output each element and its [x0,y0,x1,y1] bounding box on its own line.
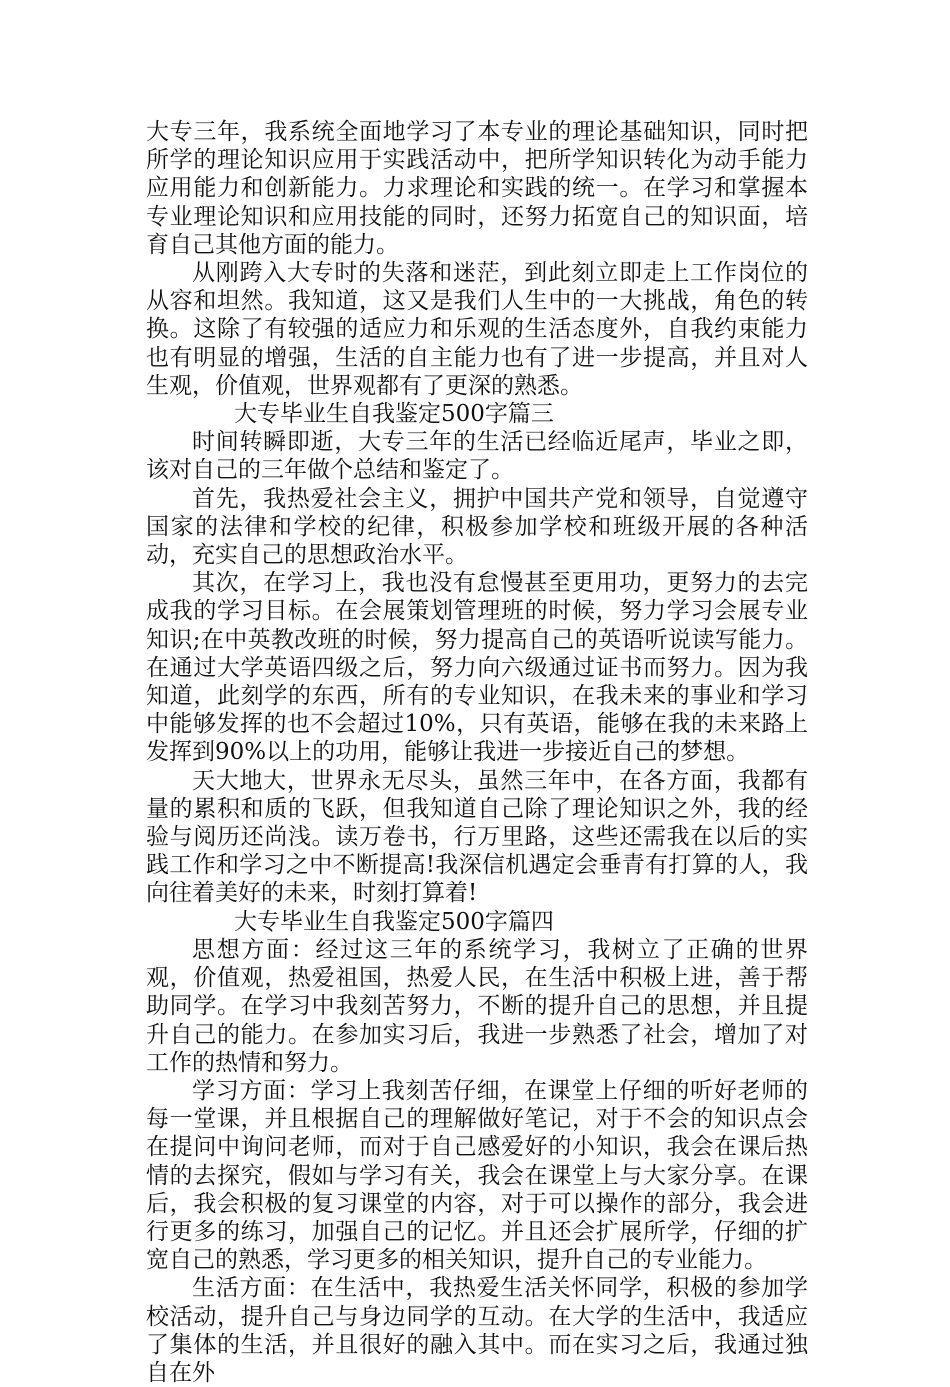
body-paragraph: 时间转瞬即逝，大专三年的生活已经临近尾声，毕业之即，该对自己的三年做个总结和鉴定了。 [146,429,808,484]
body-paragraph: 天大地大，世界永无尽头，虽然三年中，在各方面，我都有量的累积和质的飞跃，但我知道自己除了理论知识之外，我的经验与阅历还尚浅。读万卷书，行万里路，这些还需我在以后的实践工作和学习之中不断提高!我深信机遇定会垂青有打算的人，我向往着美好的未来，时刻打算着! [146,767,808,907]
body-paragraph: 大专三年，我系统全面地学习了本专业的理论基础知识，同时把所学的理论知识应用于实践活动中，把所学知识转化为动手能力应用能力和创新能力。力求理论和实践的统一。在学习和掌握本专业理论知识和应用技能的同时，还努力拓宽自己的知识面，培育自己其他方面的能力。 [146,119,808,258]
document-page [146,118,808,1387]
body-paragraph: 学习方面：学习上我刻苦仔细，在课堂上仔细的听好老师的每一堂课，并且根据自己的理解做好笔记，对于不会的知识点会在提问中询问老师，而对于自己感爱好的小知识，我会在课后热情的去探究，假如与学习有关，我会在课堂上与大家分享。在课后，我会积极的复习课堂的内容，对于可以操作的部分，我会进行更多的练习，加强自己的记忆。并且还会扩展所学，仔细的扩宽自己的熟悉，学习更多的相关知识，提升自己的专业能力。 [146,1077,808,1274]
body-paragraph: 生活方面：在生活中，我热爱生活关怀同学，积极的参加学校活动，提升自己与身边同学的互动。在大学的生活中，我适应了集体的生活，并且很好的融入其中。而在实习之后，我通过独自在外 [146,1275,808,1386]
body-paragraph: 首先，我热爱社会主义，拥护中国共产党和领导，自觉遵守国家的法律和学校的纪律，积极参加学校和班级开展的各种活动，充实自己的思想政治水平。 [146,485,808,569]
body-paragraph: 从刚跨入大专时的失落和迷茫，到此刻立即走上工作岗位的从容和坦然。我知道，这又是我们人生中的一大挑战，角色的转换。这除了有较强的适应力和乐观的生活态度外，自我约束能力也有明显的增强，生活的自主能力也有了进一步提高，并且对人生观，价值观，世界观都有了更深的熟悉。 [146,260,808,399]
section-heading: 大专毕业生自我鉴定500字篇四 [234,908,554,935]
section-heading: 大专毕业生自我鉴定500字篇三 [234,401,554,428]
body-paragraph: 思想方面：经过这三年的系统学习，我树立了正确的世界观，价值观，热爱祖国，热爱人民，在生活中积极上进，善于帮助同学。在学习中我刻苦努力，不断的提升自己的思想，并且提升自己的能力。在参加实习后，我进一步熟悉了社会，增加了对工作的热情和努力。 [146,936,808,1076]
body-paragraph: 其次，在学习上，我也没有怠慢甚至更用功，更努力的去完成我的学习目标。在会展策划管理班的时候，努力学习会展专业知识;在中英教改班的时候，努力提高自己的英语听说读写能力。在通过大学英语四级之后，努力向六级通过证书而努力。因为我知道，此刻学的东西，所有的专业知识，在我未来的事业和学习中能够发挥的也不会超过10%，只有英语，能够在我的未来路上发挥到90%以上的功用，能够让我进一步接近自己的梦想。 [146,570,808,766]
